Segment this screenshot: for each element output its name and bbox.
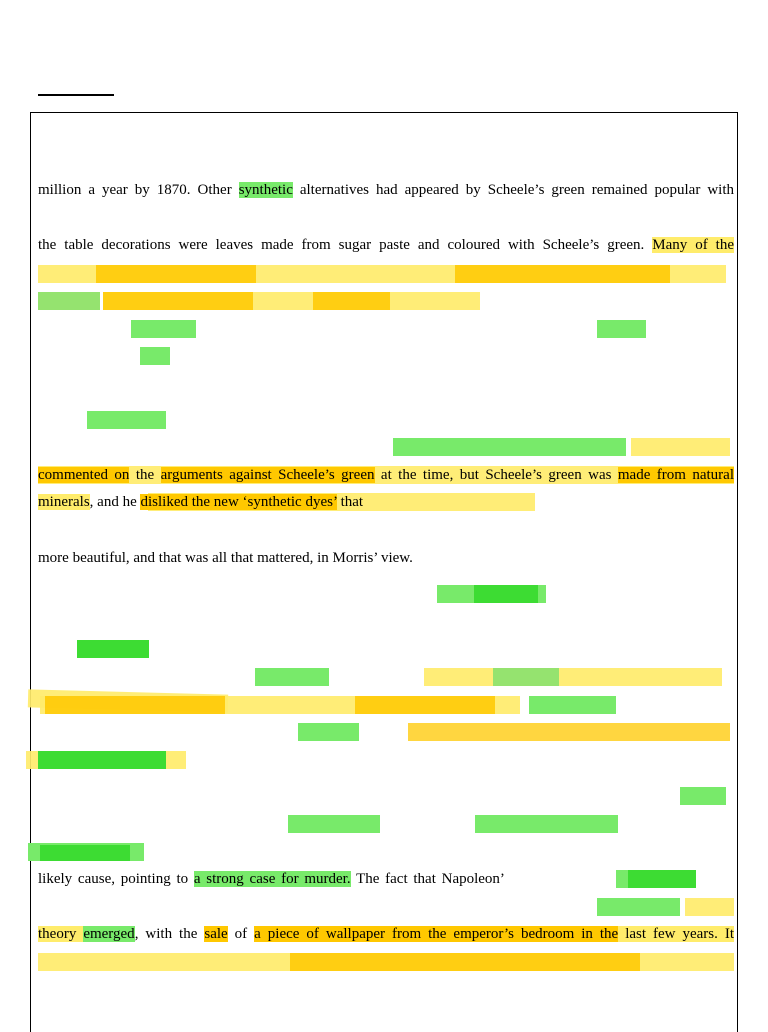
- highlight-bar: [103, 292, 253, 310]
- text-span: The fact that Napoleon’: [350, 871, 505, 887]
- highlighted-text: made from natural: [617, 467, 735, 483]
- text-line: [38, 236, 734, 254]
- highlight-bar: [597, 898, 680, 916]
- highlighted-text: synthetic: [238, 182, 293, 198]
- highlighted-text: Many of the: [652, 237, 734, 253]
- text-line: [38, 466, 734, 484]
- highlighted-text: sale: [204, 926, 228, 942]
- text-line: [38, 181, 734, 199]
- text-line: [38, 925, 734, 943]
- highlight-bar: [424, 668, 722, 686]
- highlight-bar: [40, 845, 130, 861]
- highlight-bar: [685, 898, 734, 916]
- highlight-bar: [529, 696, 616, 714]
- highlight-bar: [131, 320, 196, 338]
- text-span: , and he: [89, 494, 141, 510]
- highlight-bar: [597, 320, 646, 338]
- highlighted-text: a piece of wallpaper from the emperor’s bedroom in the: [254, 926, 619, 942]
- highlight-bar: [77, 640, 149, 658]
- text-line: [38, 870, 734, 888]
- highlighted-text: commented on: [38, 467, 130, 483]
- text-span: likely cause, pointing to: [38, 871, 194, 887]
- highlighted-text: a strong case for murder.: [193, 871, 351, 887]
- highlight-bar: [313, 292, 390, 310]
- highlight-bar: [288, 815, 380, 833]
- highlight-bar: [455, 265, 670, 283]
- highlight-bar: [38, 751, 166, 769]
- highlight-bar: [96, 265, 256, 283]
- highlight-bar: [680, 787, 726, 805]
- highlight-bar: [475, 815, 618, 833]
- text-span: of: [227, 926, 255, 942]
- highlighted-text: disliked the new ‘synthetic dyes’: [140, 494, 337, 510]
- text-span: alternatives had appeared by Scheele’s green remained popular with: [292, 182, 734, 198]
- text-line: [38, 549, 734, 567]
- highlighted-text: last few years. It: [618, 926, 735, 942]
- highlighted-text: emerged: [83, 926, 135, 942]
- text-span: more beautiful, and that was all that mattered, in Morris’ view.: [38, 550, 413, 566]
- highlight-bar: [298, 723, 359, 741]
- highlight-bar: [290, 953, 640, 971]
- highlight-bar: [45, 696, 225, 714]
- highlight-bar: [87, 411, 166, 429]
- highlighted-text: minerals: [38, 494, 90, 510]
- highlight-bar: [493, 668, 559, 686]
- highlighted-text: theory: [38, 926, 84, 942]
- highlight-bar: [408, 723, 730, 741]
- highlight-bar: [140, 347, 170, 365]
- text-line: [38, 493, 734, 511]
- highlight-bar: [631, 438, 730, 456]
- highlight-bar: [393, 438, 626, 456]
- highlight-bar: [474, 585, 538, 603]
- text-span: that: [336, 494, 364, 510]
- highlighted-text: arguments against Scheele’s green: [160, 467, 375, 483]
- highlight-bar: [38, 292, 100, 310]
- header-rule: [38, 94, 114, 96]
- text-span: , with the: [134, 926, 205, 942]
- text-span: million a year by 1870. Other: [38, 182, 239, 198]
- text-span: at the time, but Scheele’s green was: [374, 467, 618, 483]
- text-span: the table decorations were leaves made from sugar paste and coloured with Scheele’s green.: [38, 237, 653, 253]
- highlight-bar: [355, 696, 495, 714]
- highlight-bar: [255, 668, 329, 686]
- text-span: the: [129, 467, 161, 483]
